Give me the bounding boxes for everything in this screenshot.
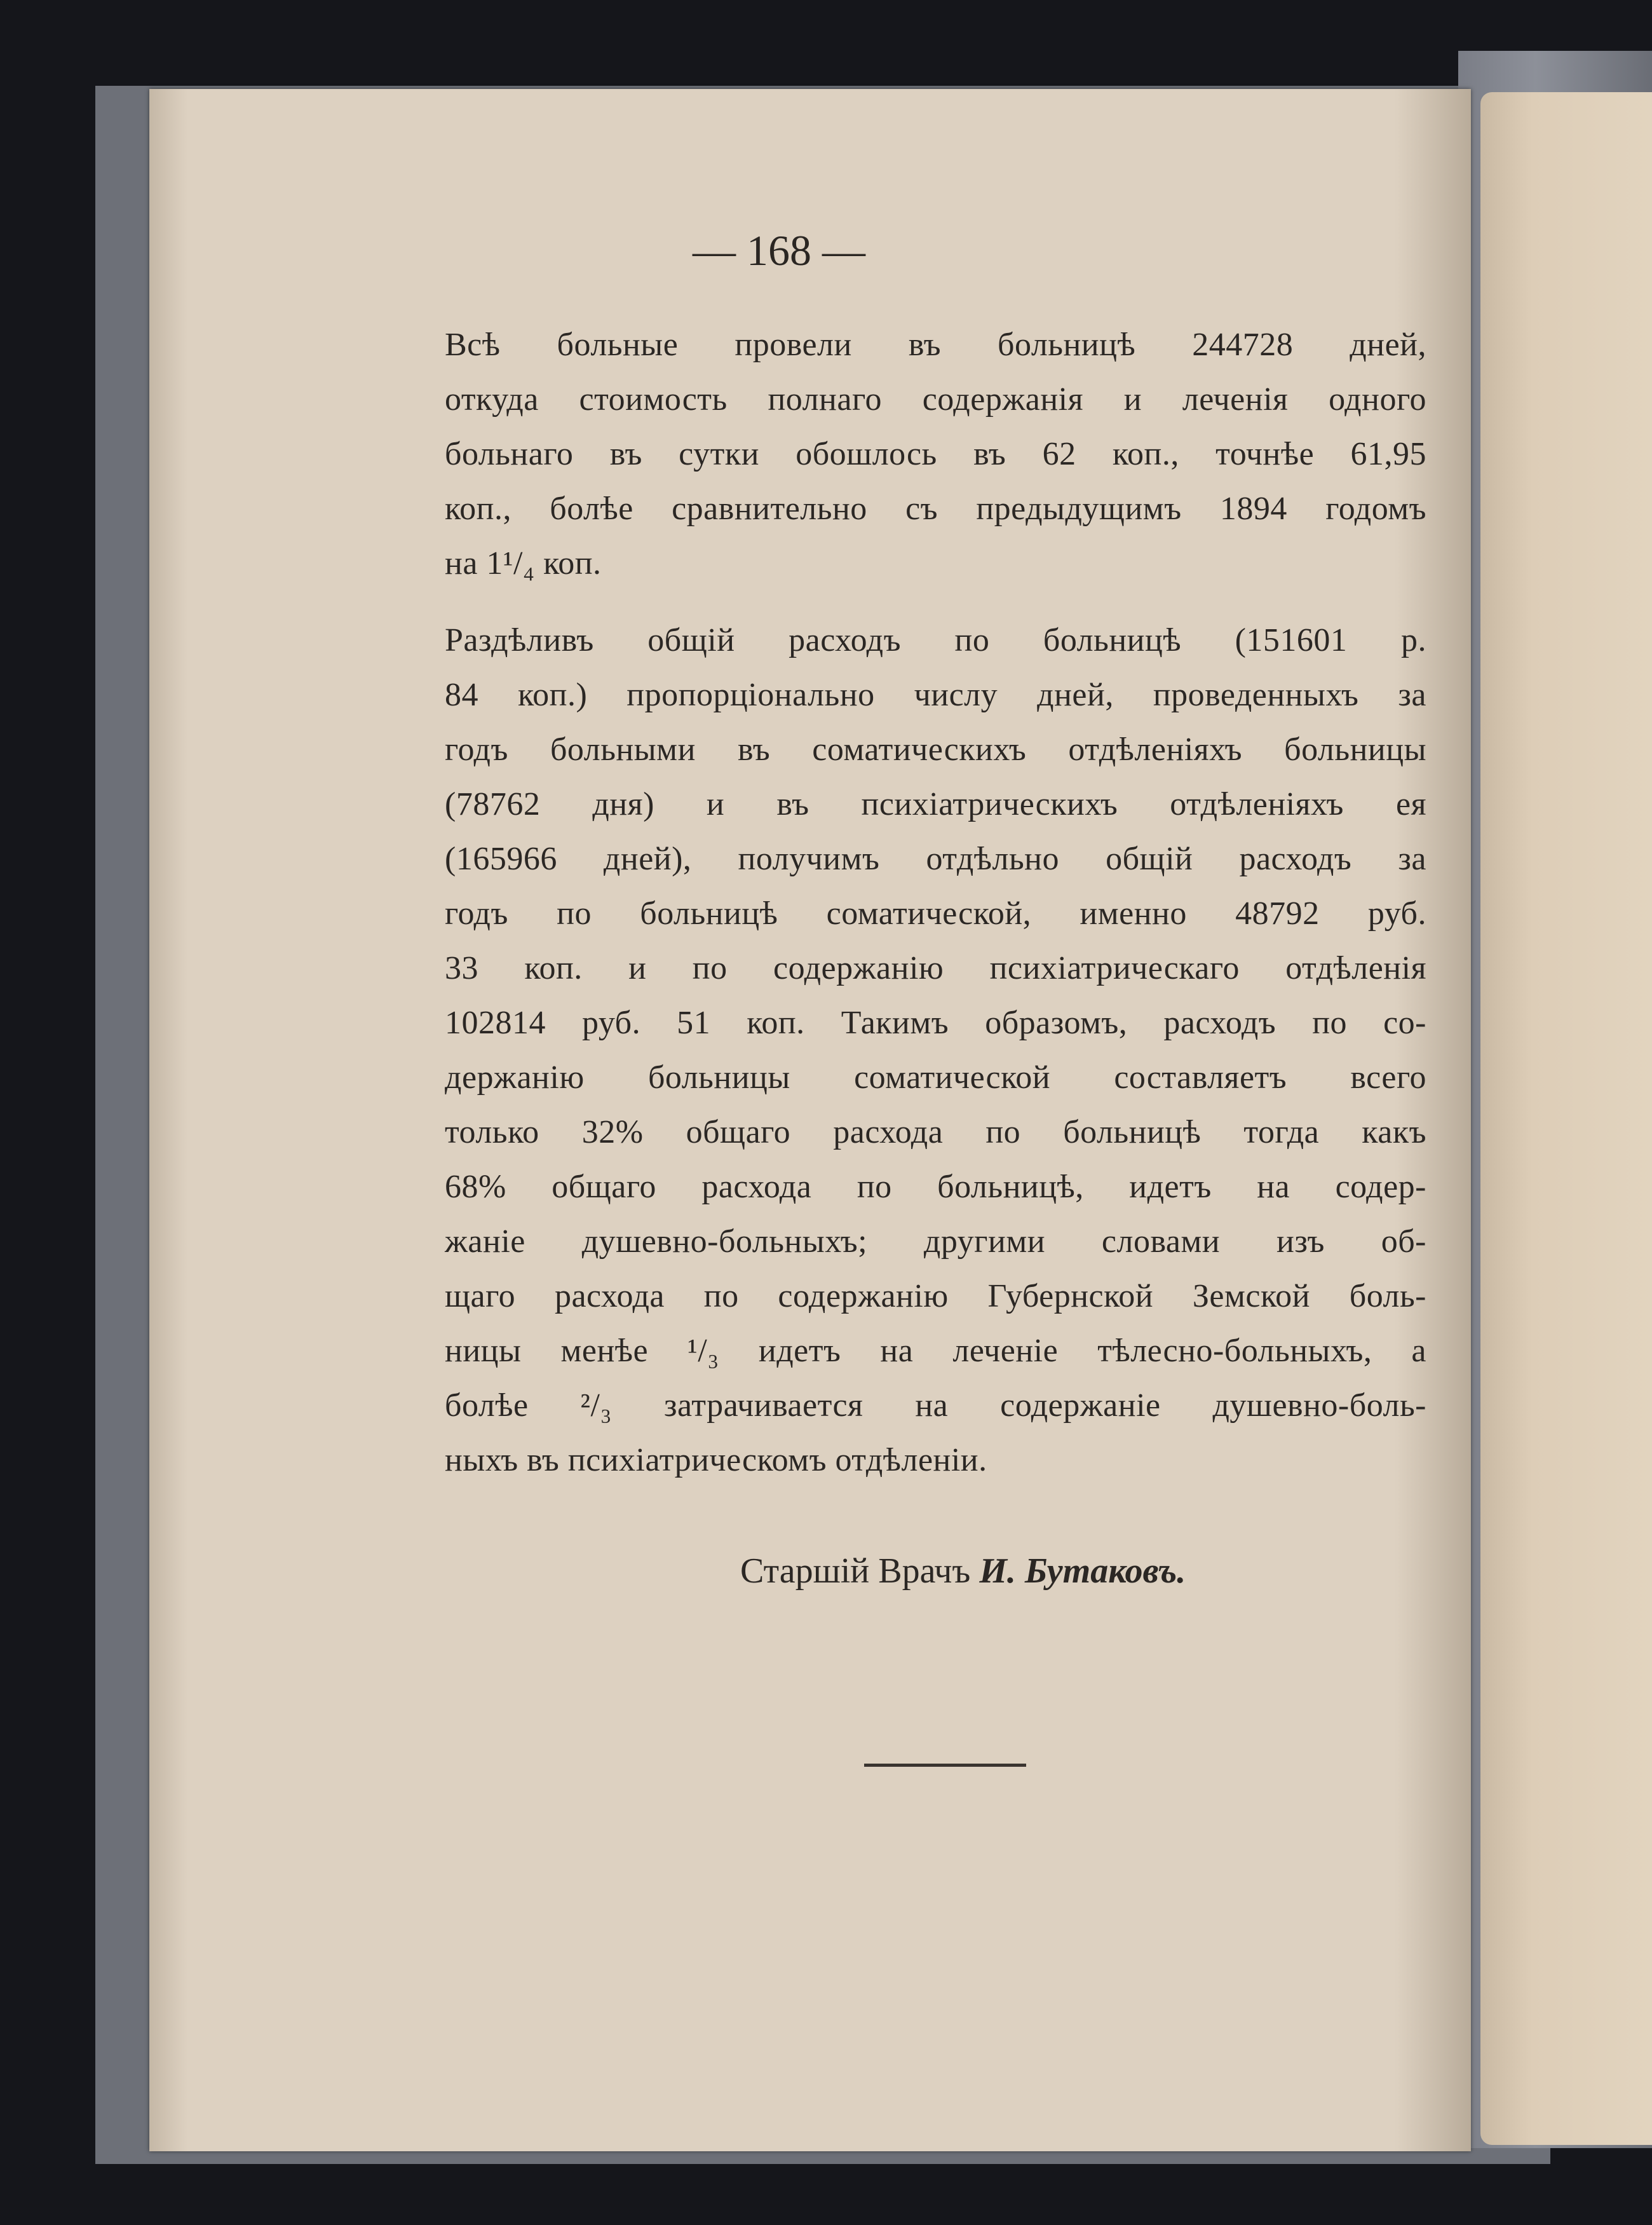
text-line: ницы менѣе ¹/₃ идетъ на леченіе тѣлесно-больныхъ, а: [445, 1333, 1426, 1369]
text-line: ныхъ въ психіатрическомъ отдѣленіи.: [445, 1442, 987, 1478]
signature: [740, 1551, 1186, 1591]
signature-name: И. Бутаковъ.: [979, 1551, 1186, 1591]
text-line: только 32% общаго расхода по больницѣ тогда какъ: [445, 1114, 1426, 1150]
text-line: жаніе душевно-больныхъ; другими словами изъ об-: [445, 1223, 1426, 1260]
text-line: 84 коп.) пропорціонально числу дней, проведенныхъ за: [445, 677, 1426, 713]
text-line: коп., болѣе сравнительно съ предыдущимъ 1894 годомъ: [445, 491, 1426, 527]
signature-title: Старшій Врачъ: [740, 1551, 971, 1591]
text-line: болѣе ²/₃ затрачивается на содержаніе душевно-боль-: [445, 1387, 1426, 1424]
closing-rule: [864, 1764, 1026, 1767]
text-line: 68% общаго расхода по больницѣ, идетъ на содер-: [445, 1169, 1426, 1205]
text-line: на 1¹/₄ коп.: [445, 545, 602, 582]
text-line: Раздѣливъ общій расходъ по больницѣ (151601 р.: [445, 622, 1426, 658]
text-line: (78762 дня) и въ психіатрическихъ отдѣленіяхъ ея: [445, 786, 1426, 822]
text-line: (165966 дней), получимъ отдѣльно общій расходъ за: [445, 841, 1426, 877]
text-line: щаго расхода по содержанію Губернской Земской боль-: [445, 1278, 1426, 1314]
next-page-edge: [1480, 92, 1652, 2145]
text-line: откуда стоимость полнаго содержанія и леченія одного: [445, 381, 1426, 418]
paragraph-2: [445, 613, 1426, 1488]
page-number: — 168 —: [693, 226, 865, 275]
text-line: годъ по больницѣ соматической, именно 48792 руб.: [445, 895, 1426, 932]
paragraph-1: [445, 318, 1426, 591]
text-line: 102814 руб. 51 коп. Такимъ образомъ, расходъ по со-: [445, 1005, 1426, 1041]
text-line: больнаго въ сутки обошлось въ 62 коп., точнѣе 61,95: [445, 436, 1426, 472]
text-line: Всѣ больные провели въ больницѣ 244728 дней,: [445, 327, 1426, 363]
text-line: годъ больными въ соматическихъ отдѣленіяхъ больницы: [445, 731, 1426, 768]
text-line: 33 коп. и по содержанію психіатрическаго отдѣленія: [445, 950, 1426, 986]
text-line: держанію больницы соматической составляетъ всего: [445, 1059, 1426, 1096]
